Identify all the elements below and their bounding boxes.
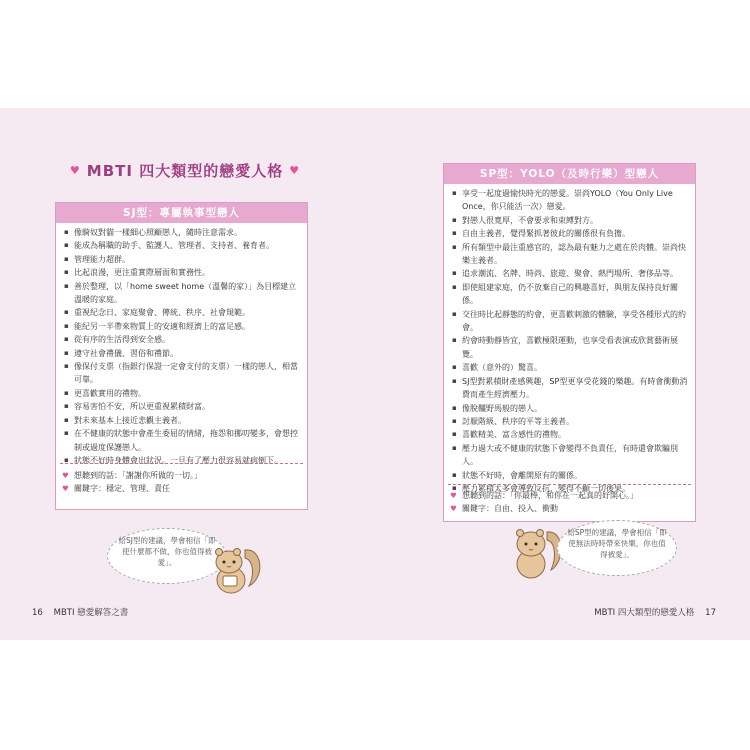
- list-item: ▪ 能紀另一半帶來物質上的安適和經濟上的富足感。: [64, 320, 301, 333]
- keywords-text: 關鍵字：穩定、管理、責任: [74, 484, 170, 493]
- list-item: ▪ 壓力累積太多會導致反抗，變得不顧一切後果。: [452, 482, 689, 495]
- list-item: ▪ 壓力過大或不健康的狀態下會變得不負責任，有時還會欺騙別人。: [452, 442, 689, 469]
- list-item: ▪ 對未來基本上接近悲觀主義者。: [64, 414, 301, 427]
- list-item: ▪ 狀態不好時身體會出狀況。一旦有了壓力很容易就病倒下。: [64, 454, 301, 467]
- page-title: [60, 160, 310, 181]
- phrase-text: 想聽到的話：「你最棒，和你在一起真的好開心。」: [462, 491, 638, 500]
- list-item: ▪ 像保付支票（指銀行保證一定會支付的支票）一樣的戀人，相當可靠。: [64, 360, 301, 387]
- list-item: ▪ 善於整理，以「home sweet home（溫馨的家）」為目標建立溫暖的家庭。: [64, 280, 301, 307]
- phrase-line: [56, 469, 307, 482]
- sp-type-card: [443, 163, 696, 522]
- trait-list: [444, 187, 695, 495]
- heart-icon: ♥: [62, 471, 69, 480]
- list-item: ▪ 比起浪漫，更注重實際層面和實務性。: [64, 266, 301, 279]
- list-item: ▪ 喜歡（意外的）驚喜。: [452, 361, 689, 374]
- phrase-text: 想聽到的話：「謝謝你所做的一切。」: [74, 471, 202, 480]
- list-item: ▪ 更喜歡實用的禮物。: [64, 387, 301, 400]
- keywords-line: [56, 482, 307, 495]
- list-item: ▪ 像騎奴對貓一樣細心照顧戀人，隨時注意需求。: [64, 226, 301, 239]
- keywords-text: 關鍵字：自由、投入、衝動: [462, 504, 558, 513]
- dashed-divider: [60, 463, 303, 464]
- keywords-line: [444, 502, 695, 515]
- running-title: MBTI 戀愛解答之書: [53, 608, 129, 618]
- running-title: MBTI 四大類型的戀愛人格: [594, 608, 695, 618]
- advice-bubble: [557, 520, 677, 576]
- dashed-divider: [448, 484, 691, 485]
- heart-icon: ♥: [62, 484, 69, 493]
- list-item: ▪ 像脫韁野馬般的戀人。: [452, 402, 689, 415]
- list-item: ▪ 在不健康的狀態中會產生委屈的情緒，拖怨和挪叨變多，會想控制或過度保護戀人。: [64, 427, 301, 454]
- list-item: ▪ 追求潮流、名牌、時尚、旅遊、聚會、熱門場所、奢侈品等。: [452, 267, 689, 280]
- list-item: ▪ SJ型對累積財產感興趣，SP型更享受花錢的樂趣。有時會衝動消費而產生經濟壓力。: [452, 375, 689, 402]
- list-item: ▪ 交往時比起靜態的約會，更喜歡刺激的體驗，享受各種形式的約會。: [452, 308, 689, 335]
- list-item: ▪ 自由主義者，覺得緊抓著彼此的關係很有負擔。: [452, 227, 689, 240]
- list-item: ▪ 重視紀念日、家庭聚會、傳統、秩序、社會規範。: [64, 306, 301, 319]
- list-item: ▪ 享受一起度過愉快時光的戀愛。崇尚YOLO（You Only Live Once，你只能活一次）戀愛。: [452, 187, 689, 214]
- phrase-line: [444, 489, 695, 502]
- heart-icon: ♥: [69, 164, 81, 177]
- list-item: ▪ 從有序的生活得到安全感。: [64, 333, 301, 346]
- list-item: ▪ 容易害怕不安，所以更重視累積財富。: [64, 400, 301, 413]
- advice-text: 給SP型的建議，學會相信「即使無法時時帶來快樂，你也值得被愛」。: [567, 528, 667, 559]
- advice-text: 給SJ型的建議，學會相信「即使什麼都不做，你也值得被愛」。: [118, 536, 216, 567]
- page-footer-right: [594, 606, 716, 618]
- page-title-text: MBTI 四大類型的戀愛人格: [86, 162, 284, 180]
- page-number: 17: [705, 608, 716, 618]
- list-item: ▪ 所有類型中最注重感官的，認為最有魅力之處在於肉體。崇尚快樂主義者。: [452, 241, 689, 268]
- card-header: SJ型：專屬執事型戀人: [56, 203, 307, 223]
- list-item: ▪ 約會時動靜皆宜，喜歡極限運動，也享受看表演或欣賞藝術展覽。: [452, 334, 689, 361]
- page-footer-left: [32, 606, 128, 618]
- list-item: ▪ 即使組建家庭，仍不放棄自己的興趣喜好，與朋友保持良好關係。: [452, 281, 689, 308]
- page-number: 16: [32, 608, 43, 618]
- trait-list: [56, 226, 307, 467]
- heart-icon: ♥: [450, 504, 457, 513]
- list-item: ▪ 討厭階級、秩序的平等主義者。: [452, 415, 689, 428]
- list-item: ▪ 喜歡精美、富含感性的禮物。: [452, 428, 689, 441]
- sj-type-card: [55, 202, 308, 510]
- list-item: ▪ 狀態不好時，會離開原有的關係。: [452, 469, 689, 482]
- squirrel-illustration: [205, 540, 265, 600]
- list-item: ▪ 遵守社會禮儀、習俗和禮節。: [64, 347, 301, 360]
- heart-icon: ♥: [450, 491, 457, 500]
- card-header: SP型：YOLO（及時行樂）型戀人: [444, 164, 695, 184]
- list-item: ▪ 對戀人很寬厚，不會要求和束縛對方。: [452, 214, 689, 227]
- list-item: ▪ 能成為稱職的助手、監護人、管理者、支持者、養育者。: [64, 239, 301, 252]
- book-spread: [0, 108, 750, 640]
- list-item: ▪ 管理能力超群。: [64, 253, 301, 266]
- squirrel-illustration: [505, 520, 565, 584]
- heart-icon: ♥: [289, 164, 301, 177]
